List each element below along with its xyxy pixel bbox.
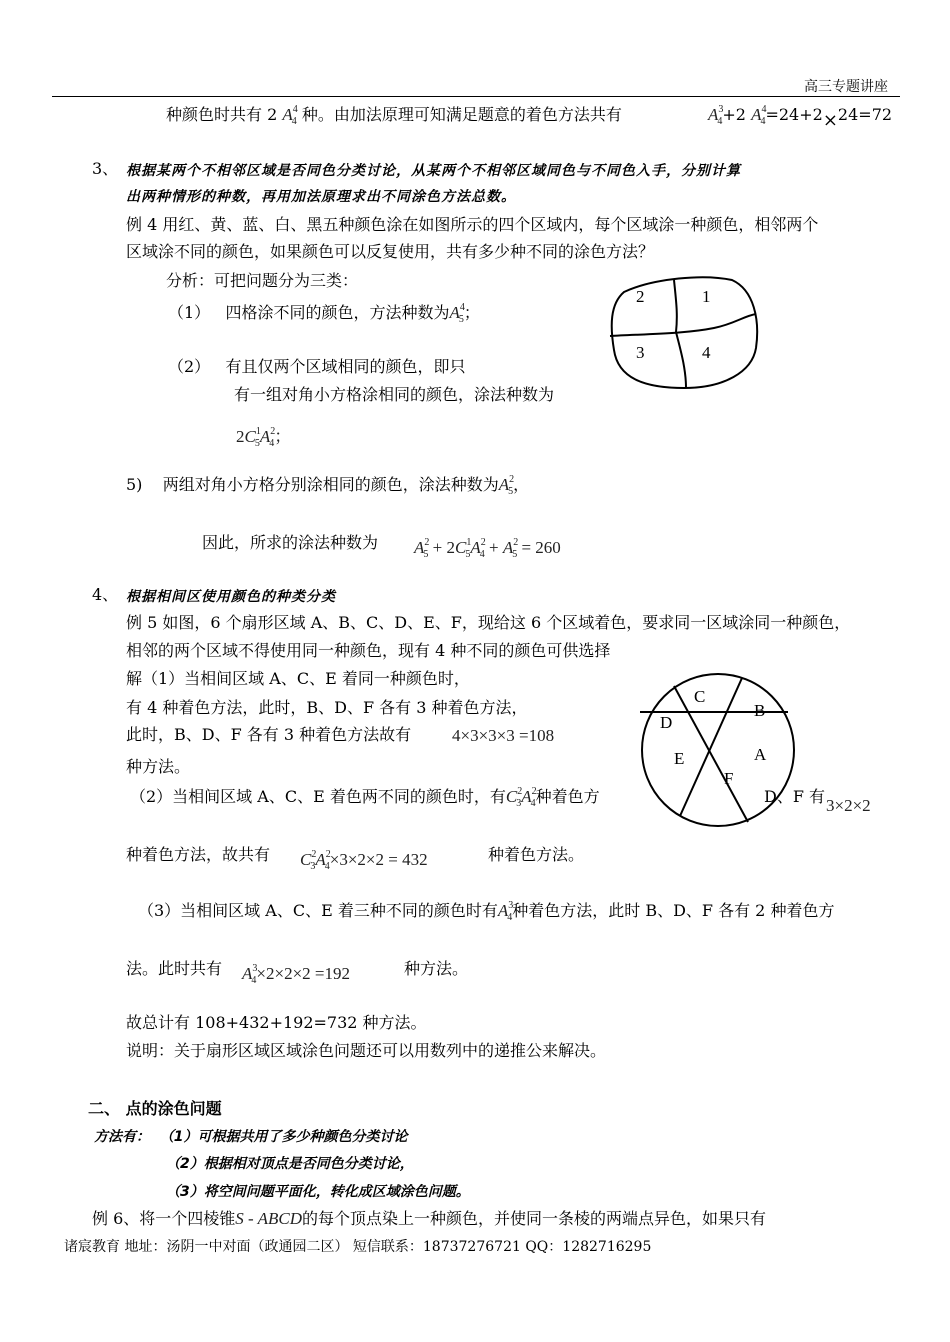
result-line: 因此，所求的涂法种数为 (202, 533, 379, 552)
region-label-3: 3 (636, 343, 645, 362)
case-2-line1: （2） 有且仅两个区域相同的颜色，即只 (168, 357, 466, 376)
header-title: 高三专题讲座 (804, 79, 888, 95)
solution-2-line2: 种着色方法，故共有 (126, 845, 271, 864)
footer-text: 诸宸教育 地址：汤阴一中对面（政通园二区） 短信联系：18737276721 QQ：1282716295 (64, 1239, 652, 1255)
solution-1-line2: 有 4 种着色方法，此时，B、D、F 各有 3 种着色方法， (126, 698, 528, 717)
sector-label-e: E (674, 749, 685, 768)
solution-1-line3: 此时，B、D、F 各有 3 种着色方法故有 (126, 725, 412, 744)
sector-label-b: B (754, 701, 766, 720)
solution-3-line2-end: 种方法。 (404, 959, 469, 978)
region-label-4: 4 (702, 343, 711, 362)
six-sector-circle-diagram (638, 670, 798, 830)
section-4-title: 根据相间区使用颜色的种类分类 (126, 589, 336, 605)
line-1-formula: $A^3_4+2$ $A^4_4=24+2\times 24=72$ (708, 104, 893, 131)
sector-label-a: A (754, 745, 767, 764)
case-1: （1） 四格涂不同的颜色，方法种数为$A^4_5$； (168, 302, 480, 325)
solution-2-line2-end: 种着色方法。 (488, 845, 585, 864)
solution-2-formula-right: 3×2×2 (826, 796, 871, 815)
region-label-1: 1 (702, 287, 711, 306)
example-5-line1: 例 5 如图，6 个扇形区域 A、B、C、D、E、F，现给这 6 个区域着色，要求同一区域涂同一种颜色， (126, 613, 851, 632)
solution-1-line4: 种方法。 (126, 757, 191, 776)
method-label: 方法有： （1）可根据共用了多少种颜色分类讨论 (94, 1129, 408, 1145)
solution-3-line2: 法。此时共有 (126, 959, 223, 978)
line-1-pre: 种颜色时共有 2 (166, 105, 278, 124)
case-2-line2: 有一组对角小方格涂相同的颜色，涂法种数为 (234, 385, 555, 404)
section-3-title-line1: 根据某两个不相邻区域是否同色分类讨论，从某两个不相邻区域同色与不同色入手，分别计算 (126, 163, 741, 179)
solution-1-line1: 解（1）当相间区域 A、C、E 着同一种颜色时， (126, 669, 470, 688)
sector-label-f: F (724, 769, 734, 788)
example-4-line1: 例 4 用红、黄、蓝、白、黑五种颜色涂在如图所示的四个区域内，每个区域涂一种颜色，相邻两个 (126, 215, 819, 234)
example-6-line: 例 6、将一个四棱锥S - ABCD的每个顶点染上一种颜色，并使同一条棱的两端点异色，如果只有 (92, 1209, 767, 1228)
formula-a44: $A^4_4$ (282, 104, 298, 127)
case-2-formula: $2C^1_5A^2_4$； (236, 426, 292, 449)
solution-2-formula: $C^2_3A^2_4\times 3\times 2\times 2 = 432$ (300, 849, 428, 872)
total-line: 故总计有 108+432+192=732 种方法。 (126, 1013, 427, 1032)
result-formula: $A^2_5 + 2C^1_5A^2_4 + A^2_5 = 260$ (414, 537, 561, 560)
section-3-title-line2: 出两种情形的种数，再用加法原理求出不同涂色方法总数。 (126, 189, 516, 205)
four-region-diagram (604, 270, 764, 396)
method-2: （2）根据相对顶点是否同色分类讨论， (166, 1156, 414, 1172)
region-label-2: 2 (636, 287, 645, 306)
line-1 (166, 104, 622, 129)
example-5-line2: 相邻的两个区域不得使用同一种颜色，现有 4 种不同的颜色可供选择 (126, 641, 611, 660)
section-4-number: 4、 (92, 585, 119, 604)
solution-2-tail: D、F 有 (764, 787, 826, 806)
method-3: （3）将空间问题平面化，转化成区域涂色问题。 (166, 1184, 470, 1200)
part-2-title: 二、 点的涂色问题 (88, 1099, 222, 1118)
line-1-mid: 种。由加法原理可知满足题意的着色方法共有 (301, 105, 622, 124)
solution-3-formula: $A^3_4\times 2\times 2\times 2 =192$ (242, 963, 350, 986)
solution-1-formula: 4×3×3×3 =108 (452, 726, 555, 745)
sector-label-d: D (660, 713, 673, 732)
sector-label-c: C (694, 687, 706, 706)
solution-2-line1: （2）当相间区域 A、C、E 着色两不同的颜色时，有$C^2_3A^2_4$种着色方 (130, 786, 600, 809)
section-3-number: 3、 (92, 159, 119, 178)
note-line: 说明：关于扇形区域区域涂色问题还可以用数列中的递推公来解决。 (126, 1041, 607, 1060)
header-rule (52, 96, 900, 97)
example-4-line2: 区域涂不同的颜色，如果颜色可以反复使用，共有多少种不同的涂色方法？ (126, 242, 655, 261)
solution-3-line1: （3）当相间区域 A、C、E 着三种不同的颜色时有$A^3_4$种着色方法，此时 B、D、F 各有 2 种着色方 (138, 900, 835, 923)
analysis-line: 分析：可把问题分为三类： (166, 271, 359, 290)
case-3: 5) 两组对角小方格分别涂相同的颜色，涂法种数为$A^2_5$， (126, 474, 530, 497)
